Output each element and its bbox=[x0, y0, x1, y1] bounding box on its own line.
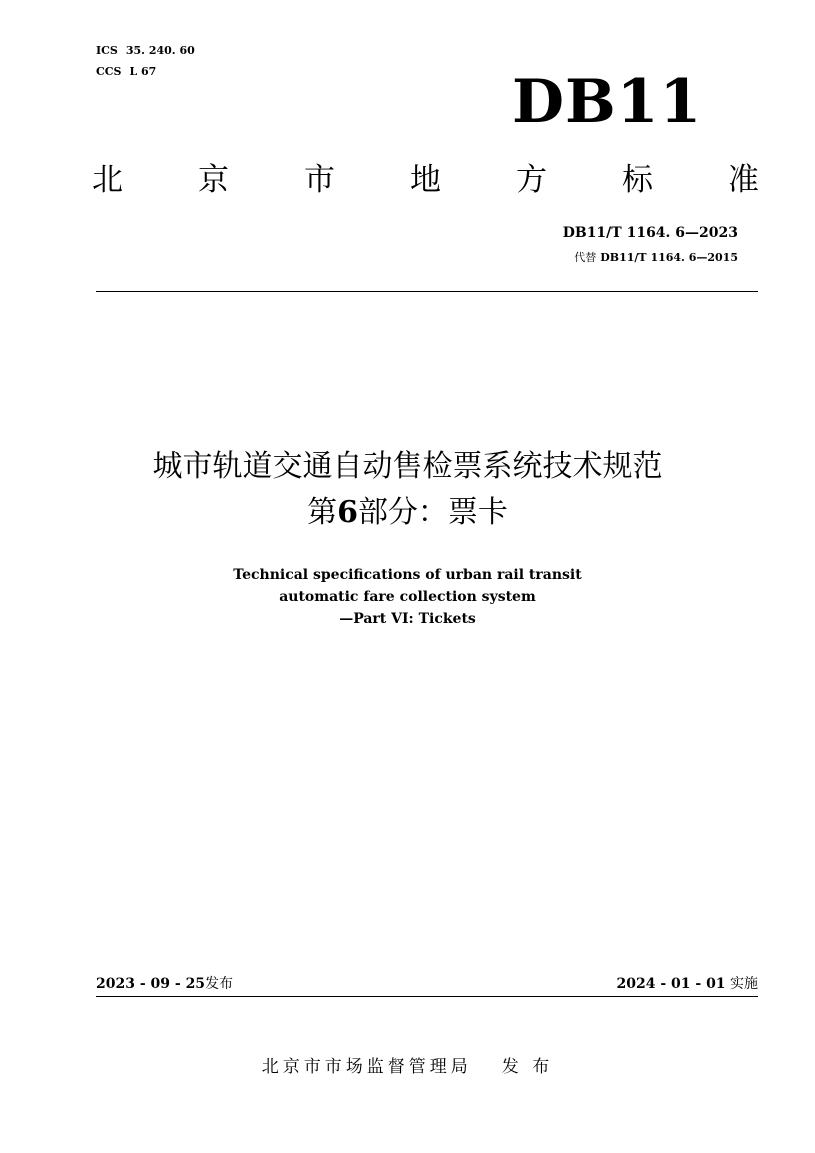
title-chinese-line2 bbox=[0, 490, 815, 536]
title-english-line2: automatic fare collection system bbox=[279, 589, 536, 605]
title-part-prefix: 第 bbox=[307, 495, 338, 530]
title-chinese bbox=[0, 444, 815, 536]
classification-codes bbox=[96, 40, 195, 82]
title-english-line1: Technical specifications of urban rail transit bbox=[233, 567, 582, 583]
published-date-value: 2023 - 09 - 25 bbox=[96, 976, 206, 992]
standard-type-heading bbox=[92, 158, 759, 202]
issuer-name: 北京市市场监督管理局 bbox=[261, 1057, 472, 1077]
title-english-line3: —Part VI: Tickets bbox=[339, 611, 476, 627]
published-date bbox=[96, 974, 233, 994]
title-english bbox=[0, 564, 815, 630]
standard-number: DB11/T 1164. 6—2023 bbox=[562, 225, 738, 241]
standard-type-char: 标 bbox=[622, 162, 653, 198]
effective-label: 实施 bbox=[730, 976, 758, 992]
standard-type-char: 方 bbox=[516, 162, 547, 198]
title-chinese-line1: 城市轨道交通自动售检票系统技术规范 bbox=[152, 449, 663, 484]
effective-date-value: 2024 - 01 - 01 bbox=[616, 976, 726, 992]
issuer bbox=[0, 1054, 815, 1080]
ccs-label: CCS bbox=[96, 65, 122, 78]
dates-row bbox=[96, 974, 758, 994]
brand-logo-text: DB11 bbox=[512, 67, 703, 137]
header-divider bbox=[96, 291, 758, 292]
replaces-code: DB11/T 1164. 6—2015 bbox=[600, 251, 738, 264]
ccs-value: L 67 bbox=[129, 65, 157, 78]
footer-divider bbox=[96, 996, 758, 997]
standard-type-char: 北 bbox=[92, 162, 123, 198]
standard-type-char: 准 bbox=[728, 162, 759, 198]
ics-code bbox=[96, 40, 195, 61]
replaces-standard bbox=[574, 248, 738, 268]
ics-label: ICS bbox=[96, 44, 118, 57]
title-part-number: 6 bbox=[337, 495, 358, 530]
replaces-label: 代替 bbox=[574, 251, 597, 264]
standard-type-char: 市 bbox=[304, 162, 335, 198]
issuer-action: 发 布 bbox=[501, 1057, 554, 1077]
standard-type-char: 地 bbox=[410, 162, 441, 198]
effective-date bbox=[617, 974, 759, 994]
title-part-suffix: 部分：票卡 bbox=[357, 495, 508, 530]
ccs-code bbox=[96, 61, 195, 82]
published-label: 发布 bbox=[205, 976, 234, 992]
standard-type-char: 京 bbox=[198, 162, 229, 198]
ics-value: 35. 240. 60 bbox=[125, 44, 195, 57]
